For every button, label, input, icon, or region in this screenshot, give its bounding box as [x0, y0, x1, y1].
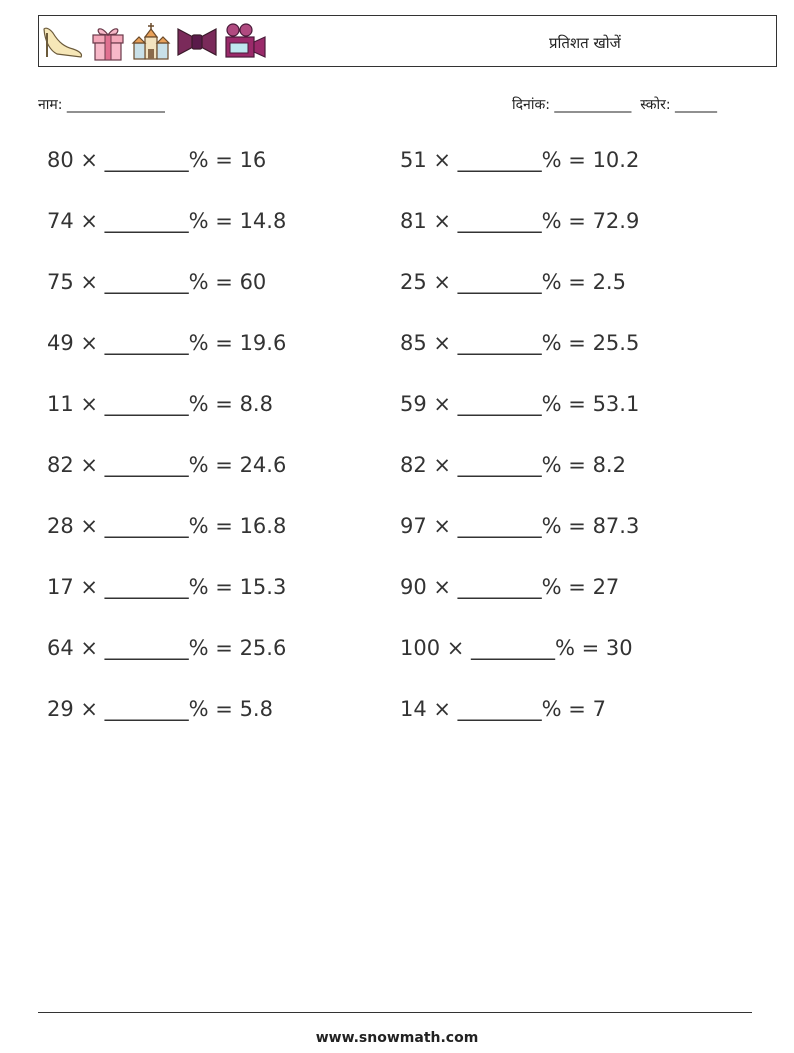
problem-left-9: 64 × ________% = 25.6	[47, 636, 287, 660]
problem-right-7: 97 × ________% = 87.3	[400, 514, 640, 538]
problem-right-9: 100 × ________% = 30	[400, 636, 633, 660]
problem-left-4: 49 × ________% = 19.6	[47, 331, 287, 355]
problem-left-7: 28 × ________% = 16.8	[47, 514, 287, 538]
problem-right-6: 82 × ________% = 8.2	[400, 453, 626, 477]
problem-right-2: 81 × ________% = 72.9	[400, 209, 640, 233]
problem-right-1: 51 × ________% = 10.2	[400, 148, 640, 172]
worksheet-title: प्रतिशत खोजें	[549, 34, 621, 52]
problem-left-6: 82 × ________% = 24.6	[47, 453, 287, 477]
gift-box-icon	[89, 21, 127, 61]
problem-left-1: 80 × ________% = 16	[47, 148, 267, 172]
problem-right-4: 85 × ________% = 25.5	[400, 331, 640, 355]
footer-website: www.snowmath.com	[315, 1030, 479, 1046]
header-icons	[41, 21, 267, 61]
bow-tie-icon	[175, 21, 219, 61]
problem-right-8: 90 × ________% = 27	[400, 575, 620, 599]
church-icon	[131, 21, 171, 61]
film-camera-icon	[223, 21, 267, 61]
problem-right-3: 25 × ________% = 2.5	[400, 270, 626, 294]
worksheet-header	[38, 15, 777, 67]
name-field-label: नाम: ______________	[38, 97, 165, 113]
high-heel-shoe-icon	[41, 21, 85, 61]
problem-right-10: 14 × ________% = 7	[400, 697, 606, 721]
problem-left-5: 11 × ________% = 8.8	[47, 392, 273, 416]
footer-divider	[38, 1012, 752, 1013]
problem-left-3: 75 × ________% = 60	[47, 270, 267, 294]
date-score-label: दिनांक: ___________ स्कोर: ______	[512, 97, 717, 113]
problem-left-8: 17 × ________% = 15.3	[47, 575, 287, 599]
problem-right-5: 59 × ________% = 53.1	[400, 392, 640, 416]
problem-left-2: 74 × ________% = 14.8	[47, 209, 287, 233]
problem-left-10: 29 × ________% = 5.8	[47, 697, 273, 721]
